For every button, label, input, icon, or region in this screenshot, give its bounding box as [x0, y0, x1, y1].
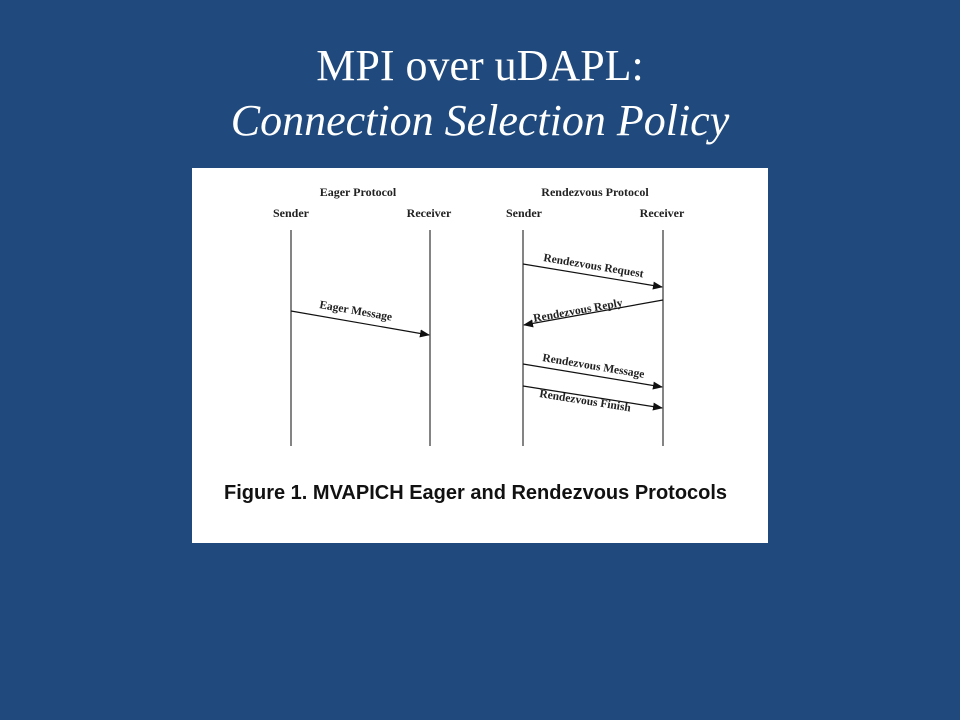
rendezvous-reply-label: Rendezvous Reply	[532, 297, 624, 325]
slide-title	[0, 40, 960, 150]
rendezvous-protocol-heading: Rendezvous Protocol	[541, 185, 649, 199]
eager-protocol-heading: Eager Protocol	[319, 185, 397, 199]
rendezvous-request-label: Rendezvous Request	[542, 252, 645, 281]
title-subtitle: Connection Selection Policy	[230, 96, 730, 145]
rendezvous-sender-label: Sender	[506, 206, 542, 220]
eager-receiver-label: Receiver	[406, 206, 452, 220]
rendezvous-message-label: Rendezvous Message	[541, 352, 646, 381]
eager-message-label: Eager Message	[318, 299, 394, 324]
eager-sender-label: Sender	[273, 206, 309, 220]
sequence-diagram	[192, 168, 768, 468]
figure-caption: Figure 1. MVAPICH Eager and Rendezvous Protocols	[224, 482, 728, 504]
protocol-figure	[192, 168, 768, 543]
rendezvous-finish-label: Rendezvous Finish	[538, 388, 632, 415]
title-main: MPI over uDAPL:	[316, 41, 644, 90]
rendezvous-receiver-label: Receiver	[639, 206, 685, 220]
